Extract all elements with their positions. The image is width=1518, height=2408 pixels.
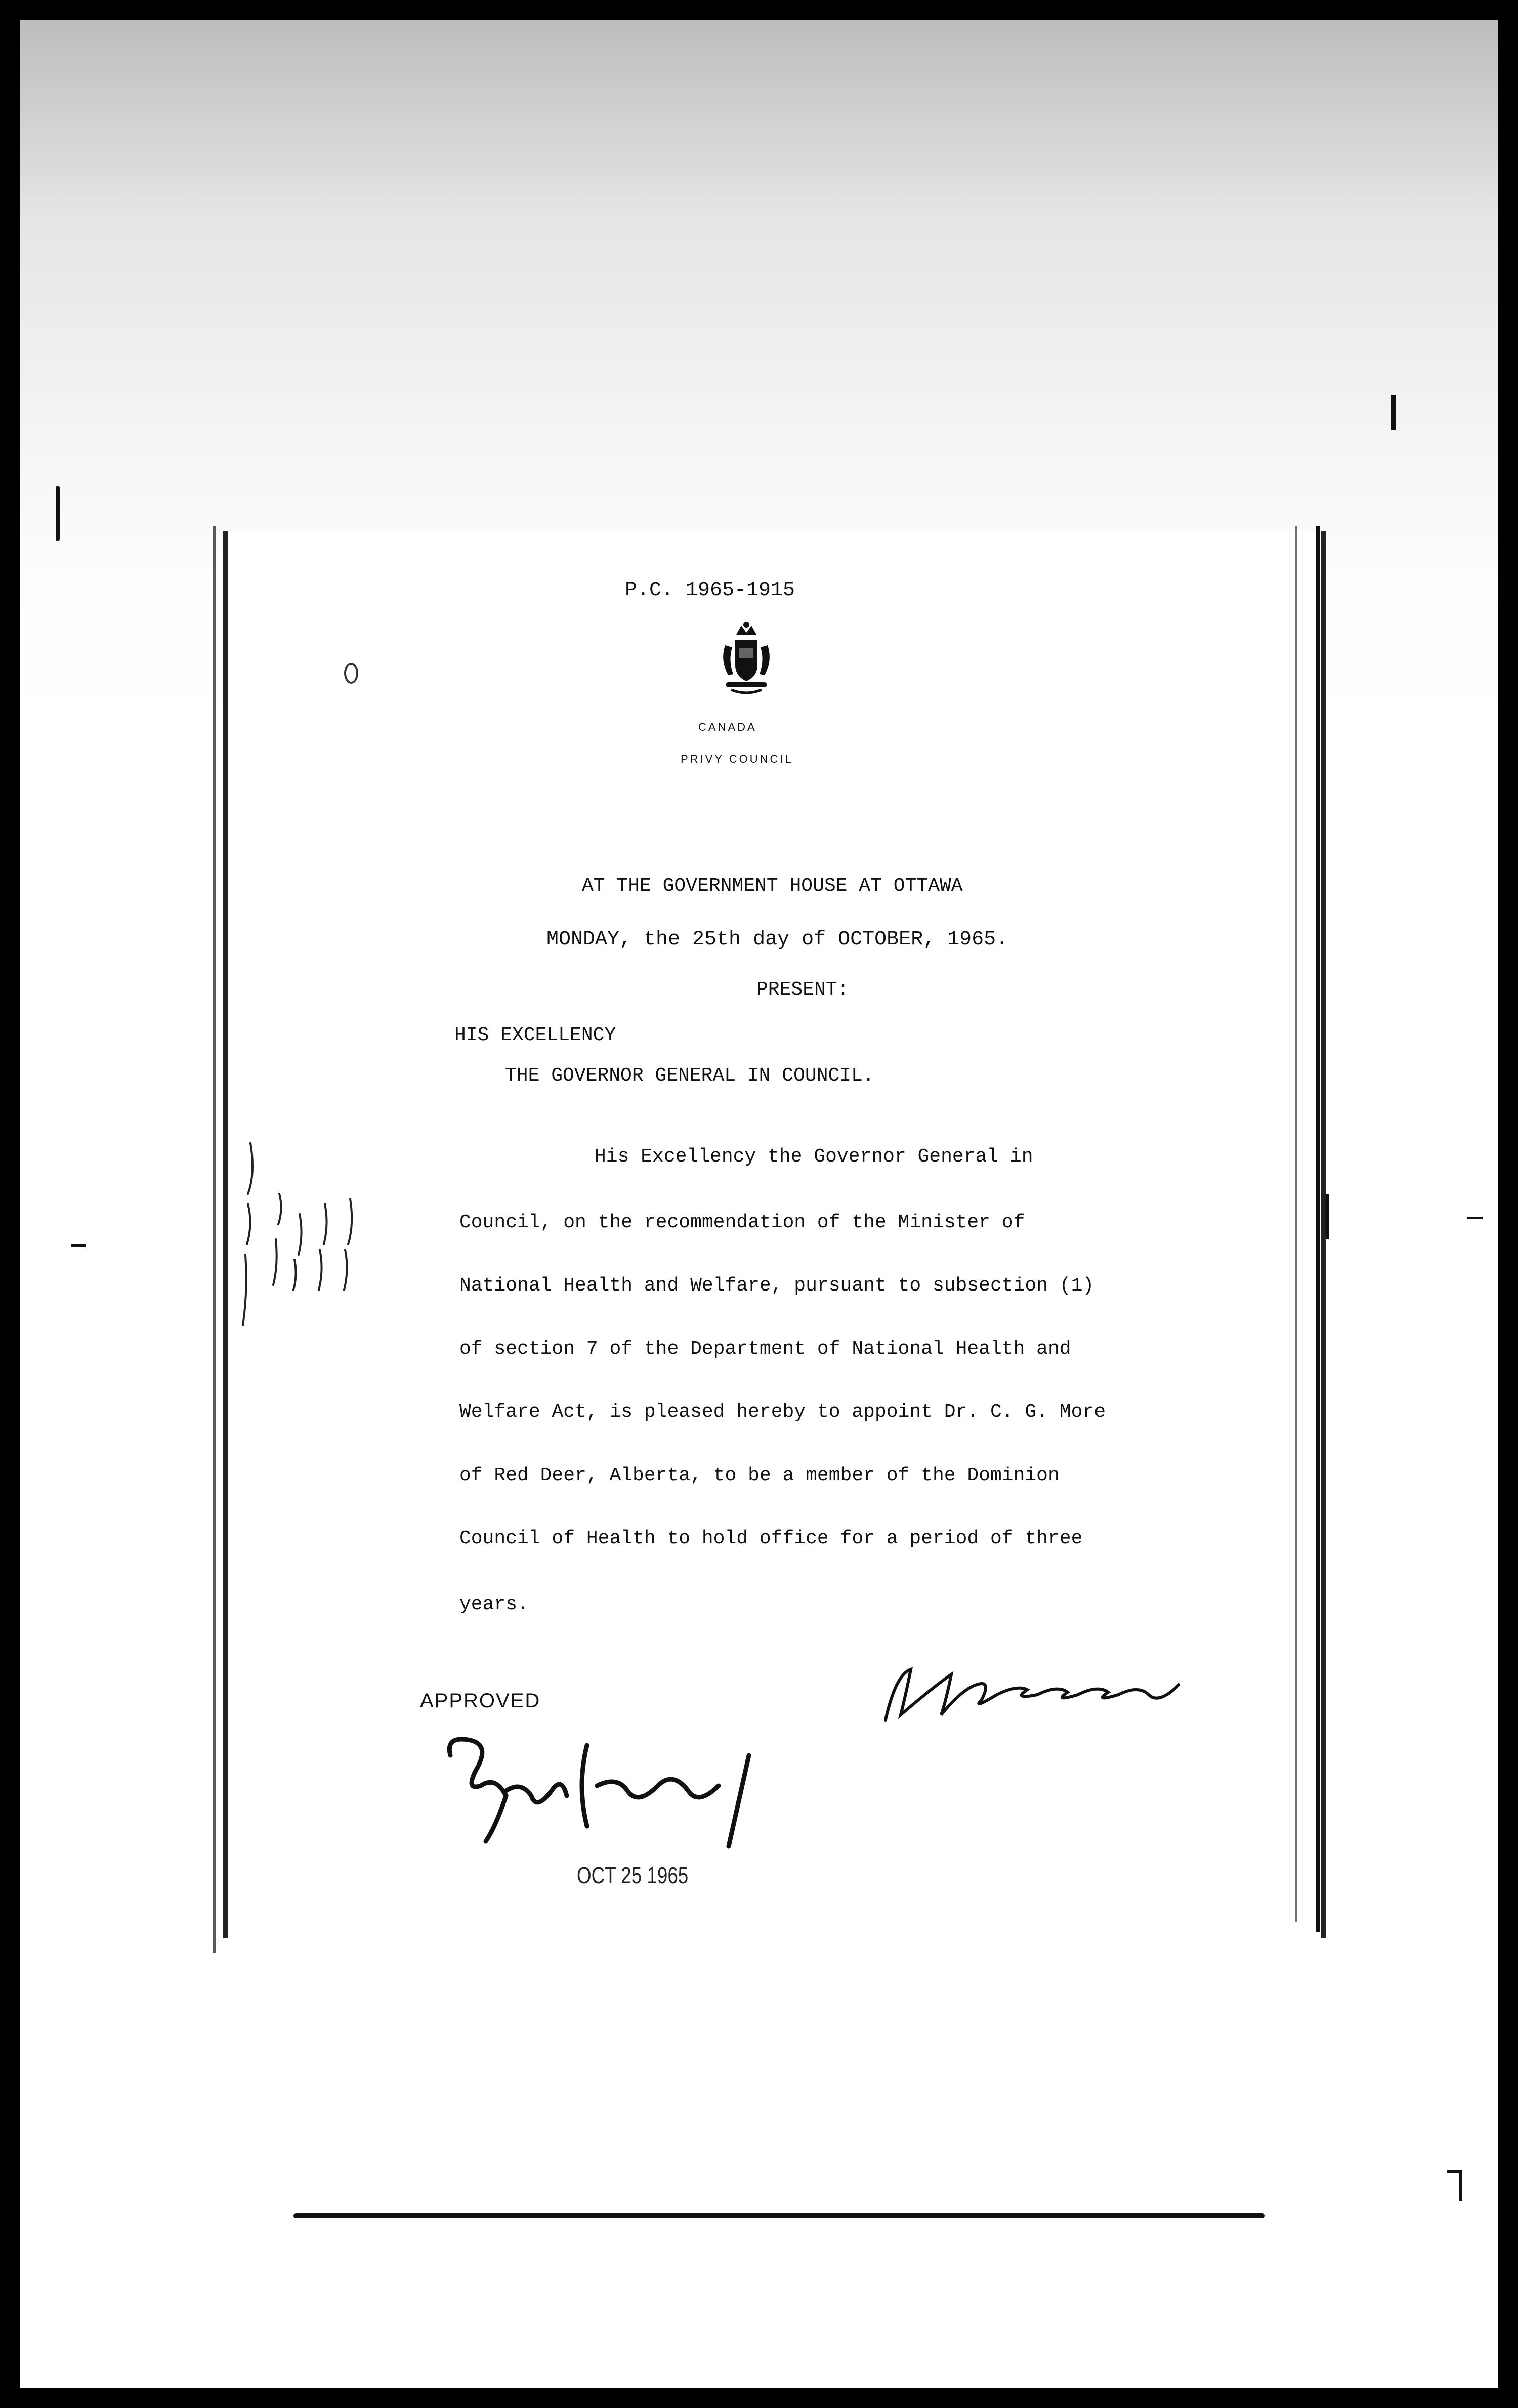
film-scratch: [1326, 1194, 1329, 1239]
prime-minister-signature: [875, 1654, 1189, 1730]
meeting-date: MONDAY, the 25th day of OCTOBER, 1965.: [546, 928, 1008, 951]
page-edge-line: [213, 526, 216, 1953]
microfilm-frame: [20, 20, 1498, 2388]
registration-mark-icon: [1467, 1217, 1483, 1219]
his-excellency: HIS EXCELLENCY: [454, 1024, 616, 1046]
film-scratch: [56, 486, 60, 541]
approved-label: APPROVED: [420, 1690, 541, 1712]
handwritten-margin-note: [233, 1123, 364, 1336]
governor-general-in-council: THE GOVERNOR GENERAL IN COUNCIL.: [505, 1065, 874, 1087]
body-line: of section 7 of the Department of National Health and: [459, 1338, 1071, 1360]
body-line: of Red Deer, Alberta, to be a member of the Dominion: [459, 1465, 1060, 1486]
body-line: Council, on the recommendation of the Minister of: [459, 1212, 1025, 1233]
present-heading: PRESENT:: [756, 979, 849, 1001]
approval-date-stamp: OCT 25 1965: [577, 1862, 689, 1888]
body-line: His Excellency the Governor General in: [595, 1146, 1033, 1168]
canada-coat-of-arms-icon: [716, 620, 777, 701]
page-edge-shadow: [1316, 526, 1320, 1932]
privy-council-label: PRIVY COUNCIL: [681, 753, 793, 765]
punch-hole-icon: [344, 663, 358, 684]
body-line: Welfare Act, is pleased hereby to appoint Dr. C. G. More: [459, 1401, 1106, 1423]
registration-mark-icon: [71, 1244, 86, 1247]
page-edge-line: [1295, 526, 1297, 1922]
body-line: years.: [459, 1594, 529, 1615]
registration-mark-icon: [1459, 2170, 1462, 2201]
country-label: CANADA: [698, 721, 757, 734]
pc-number: P.C. 1965-1915: [625, 579, 795, 602]
meeting-place: AT THE GOVERNMENT HOUSE AT OTTAWA: [582, 875, 963, 897]
bottom-rule: [293, 2213, 1265, 2218]
body-line: Council of Health to hold office for a period of three: [459, 1528, 1083, 1550]
film-scratch: [1392, 395, 1396, 430]
registration-mark-icon: [1447, 2170, 1459, 2173]
body-line: National Health and Welfare, pursuant to subsection (1): [459, 1275, 1094, 1297]
governor-general-signature: [435, 1725, 769, 1857]
